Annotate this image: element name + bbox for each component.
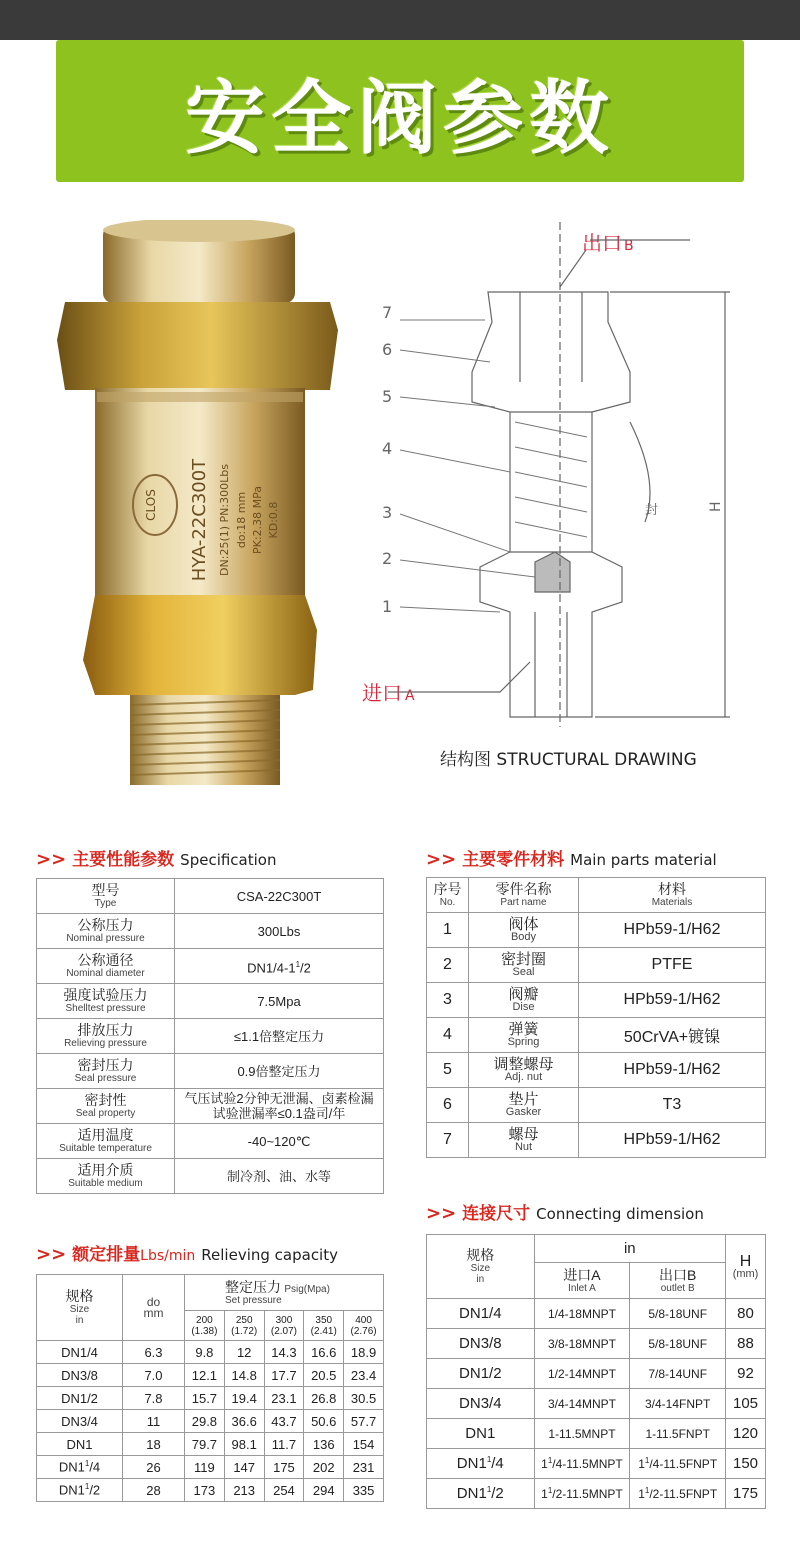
part-material: T3 — [579, 1088, 766, 1123]
table-row — [37, 914, 384, 949]
table-row — [427, 1359, 766, 1389]
part-name: 阀瓣 Dise — [469, 983, 579, 1018]
spec-label: 型号 Type — [37, 879, 175, 914]
part-number-4: 4 — [382, 439, 393, 458]
height-cell: 120 — [726, 1419, 766, 1449]
size-cell: DN3/8 — [427, 1329, 535, 1359]
height-cell: 105 — [726, 1389, 766, 1419]
part-material: 50CrVA+镀镍 — [579, 1018, 766, 1053]
spec-marking-2: do:18 mm — [235, 491, 248, 549]
inlet-cell: 1-11.5MNPT — [534, 1419, 630, 1449]
part-number-2: 2 — [382, 549, 393, 568]
do-cell: 11 — [123, 1410, 185, 1433]
part-no: 5 — [427, 1053, 469, 1088]
inlet-cell: 1/2-14MNPT — [534, 1359, 630, 1389]
spec-value: 气压试验2分钟无泄漏、卤素检漏 试验泄漏率≤0.1盎司/年 — [175, 1089, 384, 1124]
spec-value: CSA-22C300T — [175, 879, 384, 914]
table-row — [37, 1479, 384, 1502]
spec-label: 排放压力 Relieving pressure — [37, 1019, 175, 1054]
spec-label: 公称压力 Nominal pressure — [37, 914, 175, 949]
part-material: HPb59-1/H62 — [579, 913, 766, 948]
capacity-cell: 19.4 — [224, 1387, 264, 1410]
drawing-caption: 结构图 STRUCTURAL DRAWING — [440, 750, 697, 770]
spec-label: 适用温度 Suitable temperature — [37, 1124, 175, 1159]
size-cell: DN1/2 — [427, 1359, 535, 1389]
capacity-cell: 175 — [264, 1456, 304, 1479]
title-banner — [56, 40, 744, 182]
table-row — [37, 879, 384, 914]
capacity-cell: 50.6 — [304, 1410, 344, 1433]
table-row — [427, 1449, 766, 1479]
chevron-double-right-icon: >> — [36, 1244, 67, 1265]
pressure-header: 350 (2.41) — [304, 1311, 344, 1341]
inlet-cell: 1/4-18MNPT — [534, 1299, 630, 1329]
connect-heading: >> 连接尺寸 Connecting dimension — [426, 1203, 704, 1224]
spec-marking-1: DN:25(1) PN:300Lbs — [218, 464, 231, 576]
relief-heading: >> 额定排量 Lbs/min Relieving capacity — [36, 1244, 338, 1265]
capacity-cell: 18.9 — [344, 1341, 384, 1364]
capacity-cell: 136 — [304, 1433, 344, 1456]
outlet-letter: B — [624, 238, 634, 254]
height-cell: 80 — [726, 1299, 766, 1329]
spec-label: 公称通径 Nominal diameter — [37, 949, 175, 984]
outlet-cell: 5/8-18UNF — [630, 1299, 726, 1329]
materials-table: 序号 No. 零件名称 Part name 材料 Materials 1 阀体 Body HPb59-1/H62 2 密封圈 Seal PTFE 3 阀瓣 Dise HPb59-1/H62 4 弹簧 Spring 50CrVA+镀镍 5 调整螺母 Adj. nut HPb59-1/H62 6 垫片 Gasker T3 7 螺母 Nut HPb59-1/H62 — [426, 877, 766, 1158]
table-row — [427, 1088, 766, 1123]
height-cell: 88 — [726, 1329, 766, 1359]
table-row — [37, 1433, 384, 1456]
table-row — [37, 984, 384, 1019]
table-row — [37, 1364, 384, 1387]
size-cell: DN1/4 — [37, 1341, 123, 1364]
height-cell: 92 — [726, 1359, 766, 1389]
table-row — [427, 1329, 766, 1359]
spec-label: 密封压力 Seal pressure — [37, 1054, 175, 1089]
outlet-cell: 1-11.5FNPT — [630, 1419, 726, 1449]
capacity-cell: 14.8 — [224, 1364, 264, 1387]
pressure-header: 400 (2.76) — [344, 1311, 384, 1341]
size-cell: DN1 — [37, 1433, 123, 1456]
part-name: 弹簧 Spring — [469, 1018, 579, 1053]
pressure-header: 250 (1.72) — [224, 1311, 264, 1341]
spec-value: 300Lbs — [175, 914, 384, 949]
part-no: 2 — [427, 948, 469, 983]
size-cell: DN1/4 — [427, 1299, 535, 1329]
table-row — [427, 913, 766, 948]
capacity-cell: 147 — [224, 1456, 264, 1479]
do-cell: 28 — [123, 1479, 185, 1502]
page-title: 安全阀参数 — [185, 71, 615, 165]
do-cell: 7.0 — [123, 1364, 185, 1387]
capacity-cell: 29.8 — [185, 1410, 225, 1433]
table-row — [37, 1410, 384, 1433]
part-number-7: 7 — [382, 303, 393, 322]
part-number-6: 6 — [382, 340, 393, 359]
spec-marking-3: PK:2.38 MPa — [251, 486, 264, 554]
capacity-cell: 57.7 — [344, 1410, 384, 1433]
size-cell: DN3/4 — [37, 1410, 123, 1433]
capacity-cell: 23.4 — [344, 1364, 384, 1387]
outlet-label: 出口 — [582, 231, 622, 255]
spec-table — [36, 878, 384, 1194]
spec-marking-4: KD:0.8 — [267, 501, 280, 539]
capacity-cell: 36.6 — [224, 1410, 264, 1433]
size-cell: $DN1^1/4$ — [427, 1449, 535, 1479]
table-row — [427, 1123, 766, 1158]
materials-heading: >> 主要零件材料 Main parts material — [426, 849, 717, 870]
part-number-1: 1 — [382, 597, 393, 616]
part-material: HPb59-1/H62 — [579, 983, 766, 1018]
part-no: 1 — [427, 913, 469, 948]
part-no: 4 — [427, 1018, 469, 1053]
part-name: 调整螺母 Adj. nut — [469, 1053, 579, 1088]
outlet-cell: $1^1/4-11.5FNPT$ — [630, 1449, 726, 1479]
inlet-label: 进口 — [362, 681, 402, 705]
table-row — [427, 1419, 766, 1449]
outlet-cell: 7/8-14UNF — [630, 1359, 726, 1389]
size-cell: DN1 — [427, 1419, 535, 1449]
inlet-cell: 3/8-18MNPT — [534, 1329, 630, 1359]
inlet-cell: $1^1/2-11.5MNPT$ — [534, 1479, 630, 1509]
outlet-cell: 5/8-18UNF — [630, 1329, 726, 1359]
table-row — [37, 949, 384, 984]
do-cell: 26 — [123, 1456, 185, 1479]
capacity-cell: 213 — [224, 1479, 264, 1502]
do-cell: 18 — [123, 1433, 185, 1456]
part-name: 垫片 Gasker — [469, 1088, 579, 1123]
table-row — [37, 1054, 384, 1089]
capacity-cell: 16.6 — [304, 1341, 344, 1364]
capacity-cell: 294 — [304, 1479, 344, 1502]
chevron-double-right-icon: >> — [36, 849, 67, 870]
capacity-cell: 79.7 — [185, 1433, 225, 1456]
part-no: 3 — [427, 983, 469, 1018]
table-row — [427, 1053, 766, 1088]
height-cell: 175 — [726, 1479, 766, 1509]
pressure-header: 300 (2.07) — [264, 1311, 304, 1341]
inlet-cell: $1^1/4-11.5MNPT$ — [534, 1449, 630, 1479]
spec-heading: >> 主要性能参数 Specification — [36, 849, 277, 870]
table-row — [37, 1159, 384, 1194]
table-row — [37, 1387, 384, 1410]
table-row — [427, 1389, 766, 1419]
spec-label: 强度试验压力 Shelltest pressure — [37, 984, 175, 1019]
spec-value: $DN1/4-1^1/2$ — [175, 949, 384, 984]
size-cell: DN1/2 — [37, 1387, 123, 1410]
height-label: H — [708, 501, 724, 512]
chevron-double-right-icon: >> — [426, 849, 457, 870]
capacity-cell: 11.7 — [264, 1433, 304, 1456]
capacity-cell: 26.8 — [304, 1387, 344, 1410]
do-cell: 7.8 — [123, 1387, 185, 1410]
size-cell: DN3/8 — [37, 1364, 123, 1387]
inlet-cell: 3/4-14MNPT — [534, 1389, 630, 1419]
do-cell: 6.3 — [123, 1341, 185, 1364]
spec-value: 制冷剂、油、水等 — [175, 1159, 384, 1194]
part-material: HPb59-1/H62 — [579, 1053, 766, 1088]
seal-mark: 封 — [645, 503, 659, 518]
part-material: HPb59-1/H62 — [579, 1123, 766, 1158]
chevron-double-right-icon: >> — [426, 1203, 457, 1224]
structural-drawing — [360, 222, 780, 732]
inlet-letter: A — [405, 688, 415, 704]
part-name: 阀体 Body — [469, 913, 579, 948]
model-marking: HYA-22C300T — [189, 458, 210, 582]
size-cell: $DN1^1/2$ — [427, 1479, 535, 1509]
capacity-cell: 9.8 — [185, 1341, 225, 1364]
capacity-cell: 12 — [224, 1341, 264, 1364]
part-number-5: 5 — [382, 387, 393, 406]
table-row — [37, 1019, 384, 1054]
brand-mark: CLOS — [144, 489, 158, 521]
table-row — [427, 948, 766, 983]
capacity-cell: 335 — [344, 1479, 384, 1502]
connect-table: 规格 Size in in H (mm) 进口A Inlet A 出口B outlet B DN1/4 1/4-18MNPT 5/8-18UNF 80 DN3/8 3/8-18MNPT 5/8-18UNF 88 DN1/2 1/2-14MNPT 7/8-14UNF 92 DN3/4 3/4-14MNPT 3/4-14FNPT 105 DN1 1-11.5MNPT 1-11.5FNPT 120 $DN1^1/4$ $1^1/4-11.5MNPT$ $1^1/4-11.5FNPT$ 150 $DN1^1/2$ $1^1/2-11.5MNPT$ $1^1/2-11.5FNPT$ 175 — [426, 1234, 766, 1509]
part-material: PTFE — [579, 948, 766, 983]
spec-value: 0.9倍整定压力 — [175, 1054, 384, 1089]
top-bar — [0, 0, 800, 40]
capacity-cell: 154 — [344, 1433, 384, 1456]
capacity-cell: 43.7 — [264, 1410, 304, 1433]
part-name: 密封圈 Seal — [469, 948, 579, 983]
outlet-cell: 3/4-14FNPT — [630, 1389, 726, 1419]
table-row — [427, 1479, 766, 1509]
capacity-cell: 15.7 — [185, 1387, 225, 1410]
size-cell: $DN1^1/4$ — [37, 1456, 123, 1479]
size-cell: $DN1^1/2$ — [37, 1479, 123, 1502]
capacity-cell: 12.1 — [185, 1364, 225, 1387]
spec-label: 适用介质 Suitable medium — [37, 1159, 175, 1194]
table-row — [37, 1456, 384, 1479]
outlet-cell: $1^1/2-11.5FNPT$ — [630, 1479, 726, 1509]
product-photo — [55, 220, 345, 790]
table-row — [427, 983, 766, 1018]
spec-value: ≤1.1倍整定压力 — [175, 1019, 384, 1054]
size-cell: DN3/4 — [427, 1389, 535, 1419]
capacity-cell: 254 — [264, 1479, 304, 1502]
height-cell: 150 — [726, 1449, 766, 1479]
spec-label: 密封性 Seal property — [37, 1089, 175, 1124]
capacity-cell: 173 — [185, 1479, 225, 1502]
capacity-cell: 14.3 — [264, 1341, 304, 1364]
spec-value: -40~120℃ — [175, 1124, 384, 1159]
relief-table: 规格 Size in do mm 整定压力 Psig(Mpa) Set pressure 200 (1.38) 250 (1.72) 300 (2.07) 350 (2.41) 400 (2.76) DN1/4 6.3 9.8 12 14.3 16.6 18.9 DN3/8 7.0 12.1 14.8 17.7 20.5 23.4 DN1/2 7.8 15.7 19.4 23.1 26.8 30.5 DN3/4 11 29.8 36.6 43.7 50.6 57.7 DN1 18 79.7 98.1 11.7 136 154 $DN1^1/4$ 26 119 147 175 202 231 $DN1^1/2$ 28 173 213 254 294 335 — [36, 1274, 384, 1502]
table-row — [37, 1124, 384, 1159]
capacity-cell: 202 — [304, 1456, 344, 1479]
table-row — [427, 1299, 766, 1329]
table-row — [427, 1018, 766, 1053]
table-row — [37, 1089, 384, 1124]
part-name: 螺母 Nut — [469, 1123, 579, 1158]
capacity-cell: 30.5 — [344, 1387, 384, 1410]
part-no: 6 — [427, 1088, 469, 1123]
capacity-cell: 98.1 — [224, 1433, 264, 1456]
part-no: 7 — [427, 1123, 469, 1158]
table-row — [37, 1341, 384, 1364]
capacity-cell: 20.5 — [304, 1364, 344, 1387]
pressure-header: 200 (1.38) — [185, 1311, 225, 1341]
part-number-3: 3 — [382, 503, 393, 522]
spec-value: 7.5Mpa — [175, 984, 384, 1019]
capacity-cell: 23.1 — [264, 1387, 304, 1410]
capacity-cell: 119 — [185, 1456, 225, 1479]
capacity-cell: 231 — [344, 1456, 384, 1479]
capacity-cell: 17.7 — [264, 1364, 304, 1387]
